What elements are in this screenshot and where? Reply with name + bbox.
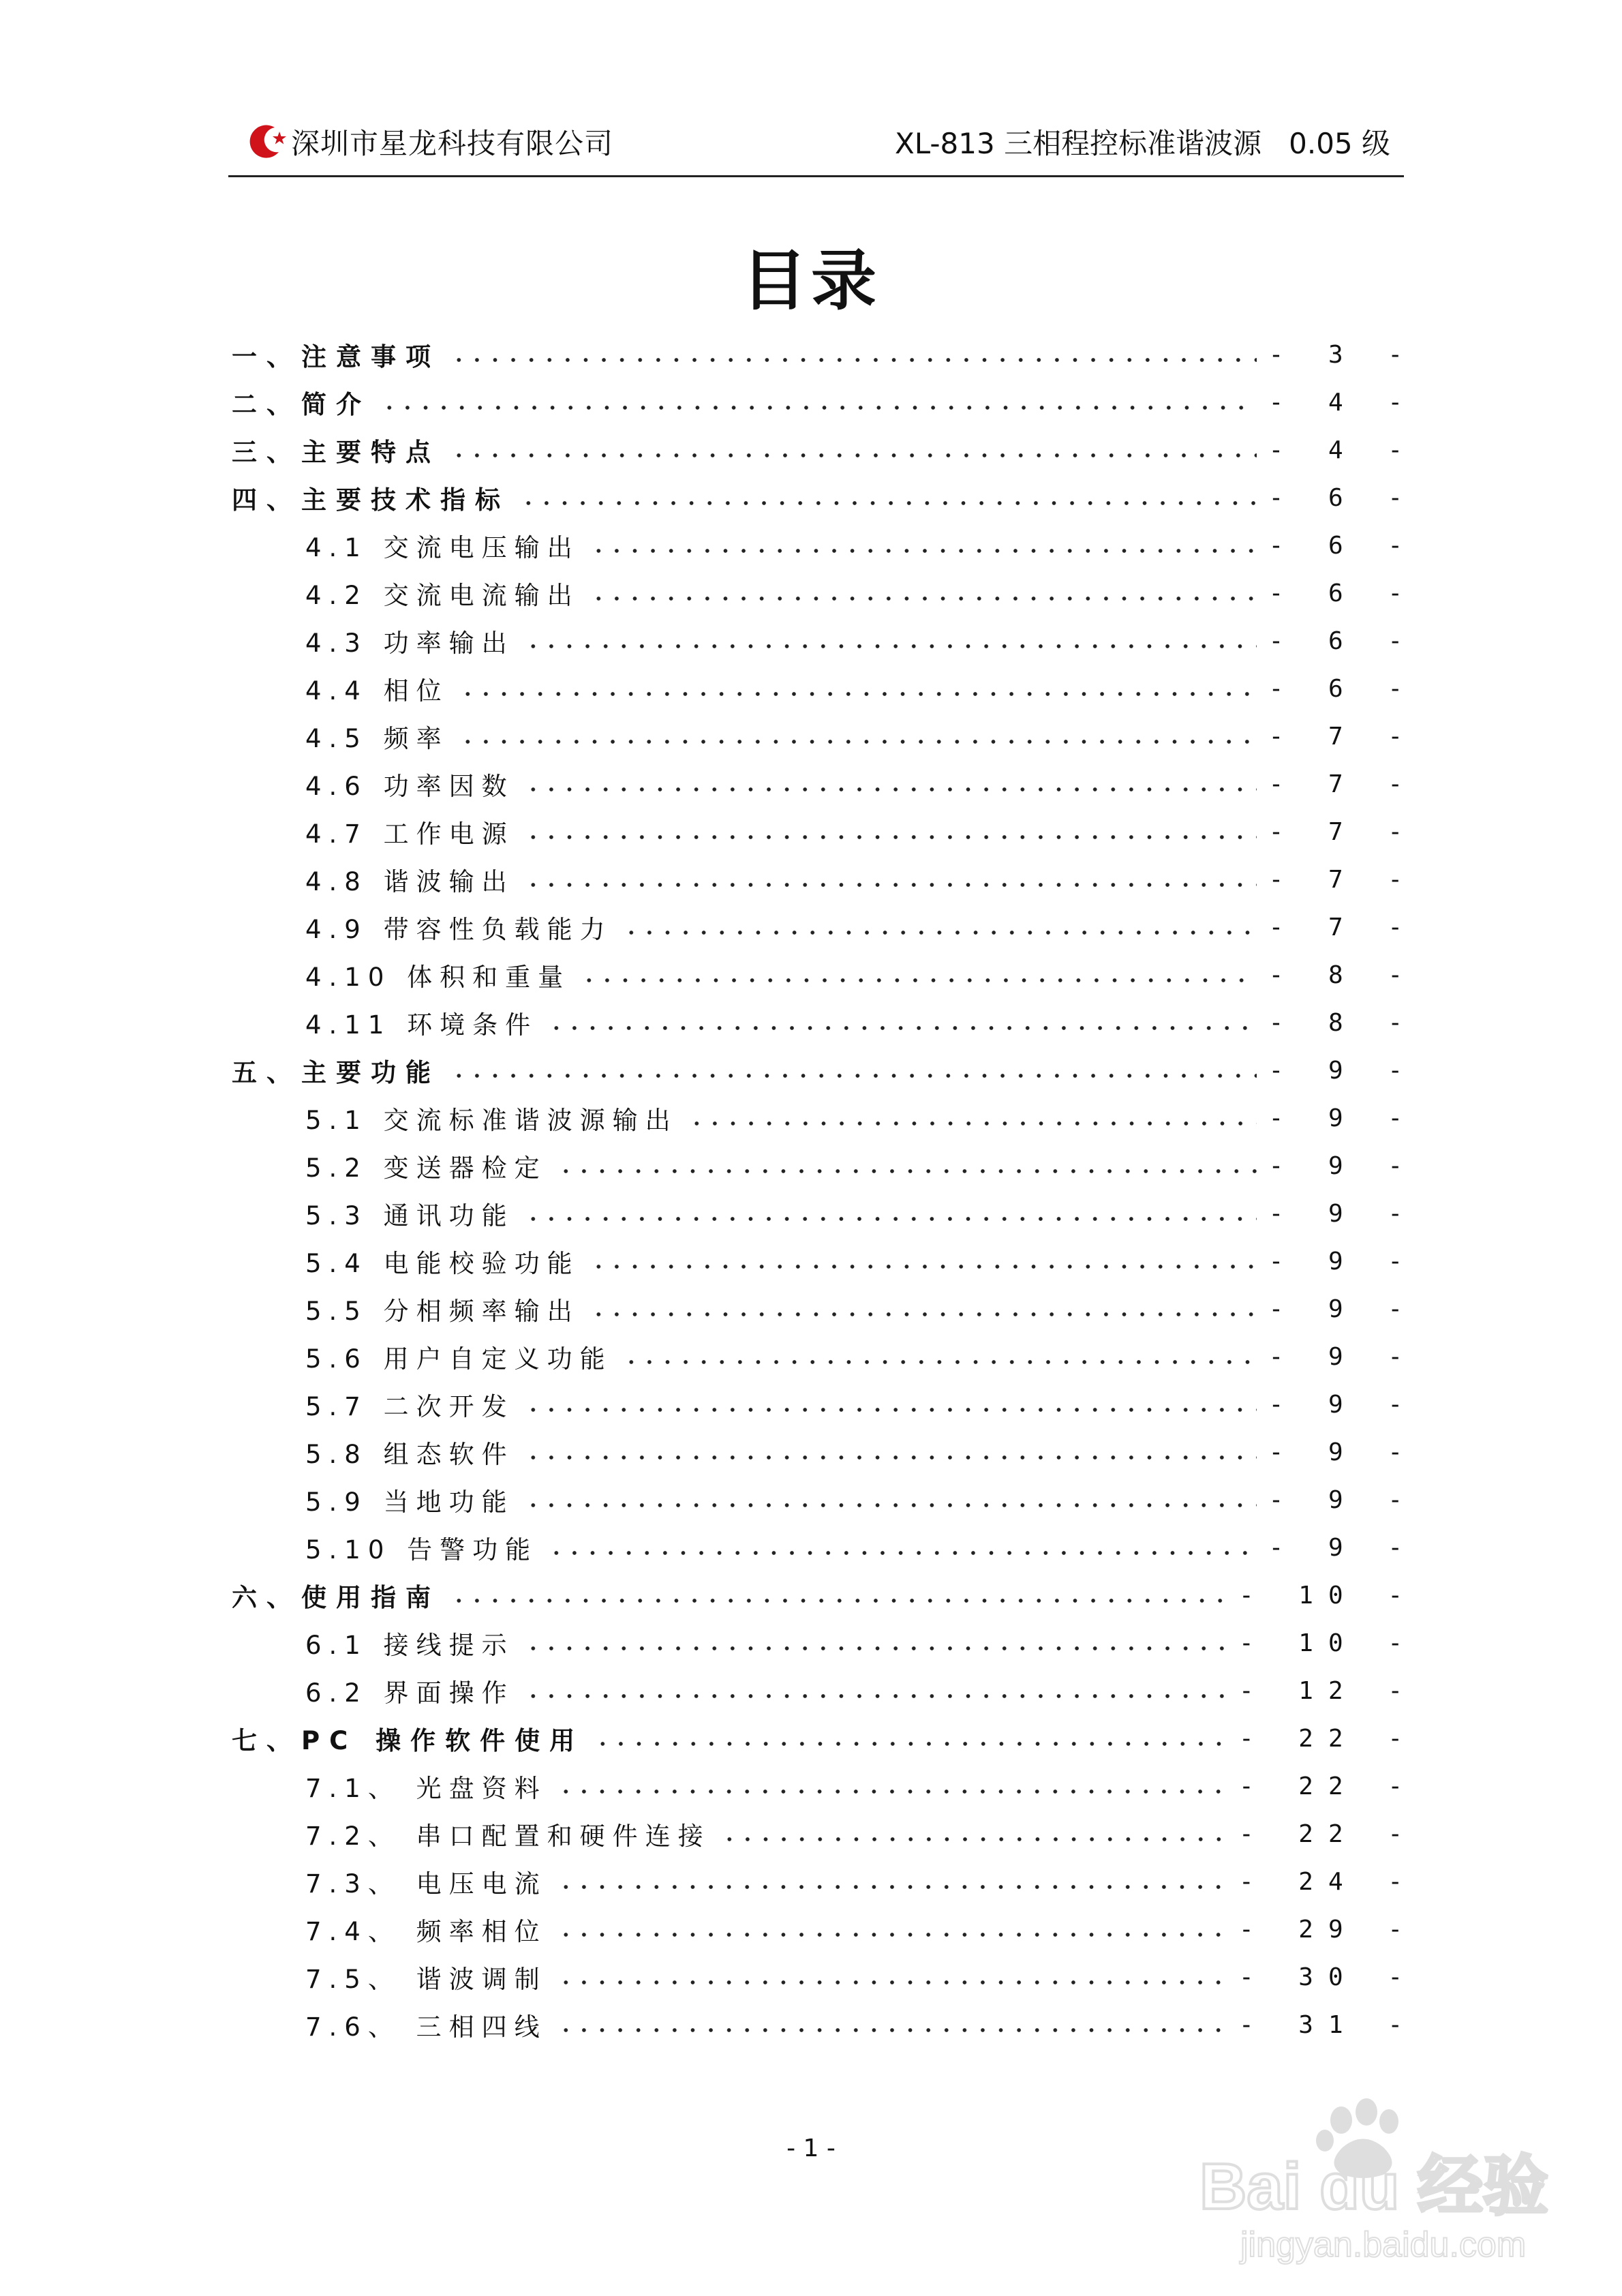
watermark-url: jingyan.baidu.com bbox=[1240, 2225, 1527, 2265]
toc-dot-leader bbox=[622, 1360, 1257, 1364]
toc-entry-label: 五、主要功能 bbox=[232, 1058, 440, 1087]
toc-entry[interactable] bbox=[232, 1524, 1418, 1571]
toc-dot-leader bbox=[590, 549, 1257, 553]
toc-entry-page: - 12 - bbox=[1238, 1676, 1418, 1705]
toc-entry-label: 7.2、 串口配置和硬件连接 bbox=[305, 1822, 711, 1851]
toc-dot-leader bbox=[524, 644, 1257, 648]
toc-dot-leader bbox=[557, 1885, 1227, 1889]
toc-entry[interactable] bbox=[232, 1905, 1418, 1953]
toc-entry-label: 一、注意事项 bbox=[232, 342, 440, 372]
toc-entry[interactable] bbox=[232, 808, 1418, 856]
toc-dot-leader bbox=[594, 1742, 1227, 1746]
toc-entry-label: 二、简介 bbox=[232, 390, 371, 419]
toc-dot-leader bbox=[557, 2028, 1227, 2032]
toc-entry[interactable] bbox=[232, 1094, 1418, 1142]
toc-entry-page: - 24 - bbox=[1238, 1867, 1418, 1896]
toc-dot-leader bbox=[524, 1408, 1257, 1412]
toc-entry[interactable] bbox=[232, 1237, 1418, 1285]
toc-entry[interactable] bbox=[232, 1380, 1418, 1428]
toc-entry-page: - 9 - bbox=[1268, 1533, 1418, 1562]
toc-entry[interactable] bbox=[232, 617, 1418, 665]
toc-entry-page: - 4 - bbox=[1268, 388, 1418, 417]
toc-entry-label: 7.5、 谐波调制 bbox=[305, 1965, 547, 1994]
page-header bbox=[228, 119, 1404, 177]
toc-dot-leader bbox=[524, 883, 1257, 887]
toc-entry-label: 5.7 二次开发 bbox=[305, 1392, 515, 1421]
table-of-contents bbox=[232, 331, 1418, 2049]
toc-entry[interactable] bbox=[232, 1715, 1418, 1762]
toc-entry-page: - 9 - bbox=[1268, 1485, 1418, 1514]
toc-entry-page: - 9 - bbox=[1268, 1199, 1418, 1228]
toc-entry[interactable] bbox=[232, 522, 1418, 569]
toc-dot-leader bbox=[450, 453, 1257, 457]
toc-entry-label: 7.1、 光盘资料 bbox=[305, 1774, 547, 1803]
toc-entry-label: 四、主要技术指标 bbox=[232, 485, 510, 515]
toc-entry-page: - 30 - bbox=[1238, 1963, 1418, 1991]
toc-entry[interactable] bbox=[232, 903, 1418, 951]
toc-entry[interactable] bbox=[232, 856, 1418, 903]
toc-dot-leader bbox=[547, 1026, 1256, 1030]
toc-dot-leader bbox=[450, 1599, 1227, 1603]
toc-heading: 目录 bbox=[741, 243, 881, 319]
toc-entry[interactable] bbox=[232, 1619, 1418, 1667]
toc-entry-label: 7.4、 频率相位 bbox=[305, 1917, 547, 1946]
toc-entry-label: 5.5 分相频率输出 bbox=[305, 1297, 580, 1326]
toc-dot-leader bbox=[524, 1646, 1227, 1650]
toc-entry-page: - 6 - bbox=[1268, 483, 1418, 512]
baidu-watermark bbox=[1159, 2072, 1567, 2277]
page-number: - 1 - bbox=[786, 2134, 836, 2162]
toc-dot-leader bbox=[524, 1694, 1227, 1698]
toc-entry[interactable] bbox=[232, 1953, 1418, 2001]
toc-entry-page: - 7 - bbox=[1268, 817, 1418, 846]
toc-entry-page: - 6 - bbox=[1268, 531, 1418, 560]
toc-entry-label: 六、使用指南 bbox=[232, 1583, 440, 1612]
toc-dot-leader bbox=[450, 358, 1257, 362]
toc-entry-label: 4.9 带容性负载能力 bbox=[305, 915, 613, 944]
toc-dot-leader bbox=[524, 1217, 1257, 1221]
toc-entry-label: 4.4 相位 bbox=[305, 676, 449, 706]
toc-entry-page: - 9 - bbox=[1268, 1151, 1418, 1180]
toc-entry-label: 4.1 交流电压输出 bbox=[305, 533, 580, 562]
toc-dot-leader bbox=[688, 1121, 1257, 1126]
toc-entry[interactable] bbox=[232, 1476, 1418, 1524]
toc-entry-page: - 9 - bbox=[1268, 1247, 1418, 1275]
toc-entry-label: 三、主要特点 bbox=[232, 438, 440, 467]
toc-entry-page: - 6 - bbox=[1268, 579, 1418, 607]
toc-dot-leader bbox=[524, 787, 1257, 791]
toc-entry-label: 4.11 环境条件 bbox=[305, 1010, 538, 1040]
toc-dot-leader bbox=[557, 1980, 1227, 1984]
toc-entry-label: 5.6 用户自定义功能 bbox=[305, 1344, 613, 1374]
toc-entry-page: - 8 - bbox=[1268, 1008, 1418, 1037]
toc-entry-label: 4.10 体积和重量 bbox=[305, 963, 571, 992]
toc-entry[interactable] bbox=[232, 1571, 1418, 1619]
toc-entry-page: - 9 - bbox=[1268, 1104, 1418, 1132]
toc-entry-label: 5.3 通讯功能 bbox=[305, 1201, 515, 1230]
toc-dot-leader bbox=[590, 1265, 1257, 1269]
company-logo-icon bbox=[247, 122, 290, 164]
toc-entry[interactable] bbox=[232, 1667, 1418, 1715]
toc-entry-page: - 9 - bbox=[1268, 1390, 1418, 1419]
toc-dot-leader bbox=[459, 740, 1257, 744]
toc-entry-page: - 22 - bbox=[1238, 1772, 1418, 1800]
toc-dot-leader bbox=[590, 596, 1257, 601]
toc-entry-label: 7.3、 电压电流 bbox=[305, 1869, 547, 1899]
toc-entry[interactable] bbox=[232, 1428, 1418, 1476]
toc-entry[interactable] bbox=[232, 1285, 1418, 1333]
toc-dot-leader bbox=[720, 1837, 1227, 1841]
toc-entry-label: 5.10 告警功能 bbox=[305, 1535, 538, 1565]
toc-entry-page: - 7 - bbox=[1268, 722, 1418, 751]
toc-entry-label: 5.9 当地功能 bbox=[305, 1487, 515, 1517]
toc-entry-label: 6.2 界面操作 bbox=[305, 1678, 515, 1708]
toc-entry-label: 4.3 功率输出 bbox=[305, 629, 515, 658]
toc-entry[interactable] bbox=[232, 665, 1418, 712]
toc-entry-label: 7.6、 三相四线 bbox=[305, 2012, 547, 2042]
toc-dot-leader bbox=[450, 1074, 1257, 1078]
toc-entry[interactable] bbox=[232, 569, 1418, 617]
toc-dot-leader bbox=[622, 931, 1257, 935]
toc-entry-page: - 10 - bbox=[1238, 1629, 1418, 1657]
toc-entry[interactable] bbox=[232, 1333, 1418, 1380]
document-title: XL-813 三相程控标准谐波源 0.05 级 bbox=[894, 127, 1390, 160]
toc-entry[interactable] bbox=[232, 378, 1418, 426]
toc-entry-label: 5.8 组态软件 bbox=[305, 1440, 515, 1469]
toc-entry[interactable] bbox=[232, 2001, 1418, 2049]
toc-entry-label: 5.1 交流标准谐波源输出 bbox=[305, 1106, 678, 1135]
toc-entry-page: - 6 - bbox=[1268, 626, 1418, 655]
toc-dot-leader bbox=[519, 501, 1257, 505]
toc-entry-page: - 31 - bbox=[1238, 2010, 1418, 2039]
toc-entry-page: - 3 - bbox=[1268, 340, 1418, 369]
toc-dot-leader bbox=[557, 1789, 1227, 1794]
company-name: 深圳市星龙科技有限公司 bbox=[291, 127, 614, 160]
toc-entry-page: - 7 - bbox=[1268, 865, 1418, 894]
toc-entry-page: - 10 - bbox=[1238, 1581, 1418, 1610]
toc-dot-leader bbox=[459, 692, 1257, 696]
toc-entry[interactable] bbox=[232, 474, 1418, 522]
toc-dot-leader bbox=[557, 1169, 1257, 1173]
toc-entry-label: 4.6 功率因数 bbox=[305, 772, 515, 801]
toc-entry-page: - 9 - bbox=[1268, 1438, 1418, 1466]
toc-entry[interactable] bbox=[232, 426, 1418, 474]
toc-dot-leader bbox=[590, 1312, 1257, 1316]
toc-entry-label: 4.8 谐波输出 bbox=[305, 867, 515, 896]
toc-entry-page: - 29 - bbox=[1238, 1915, 1418, 1944]
toc-entry[interactable] bbox=[232, 1762, 1418, 1810]
toc-entry-page: - 9 - bbox=[1268, 1056, 1418, 1085]
watermark-brand: Bai du 经验 bbox=[1199, 2150, 1549, 2223]
toc-entry[interactable] bbox=[232, 999, 1418, 1046]
toc-entry-page: - 7 - bbox=[1268, 770, 1418, 798]
toc-entry[interactable] bbox=[232, 1810, 1418, 1858]
toc-dot-leader bbox=[557, 1933, 1227, 1937]
toc-entry-label: 4.5 频率 bbox=[305, 724, 449, 753]
toc-entry[interactable] bbox=[232, 760, 1418, 808]
toc-entry[interactable] bbox=[232, 331, 1418, 378]
toc-entry-label: 七、PC 操作软件使用 bbox=[232, 1726, 585, 1755]
toc-entry-label: 5.4 电能校验功能 bbox=[305, 1249, 580, 1278]
toc-entry[interactable] bbox=[232, 1858, 1418, 1905]
toc-entry[interactable] bbox=[232, 951, 1418, 999]
toc-entry-page: - 22 - bbox=[1238, 1819, 1418, 1848]
toc-dot-leader bbox=[524, 1455, 1257, 1460]
toc-entry-page: - 22 - bbox=[1238, 1724, 1418, 1753]
toc-entry-label: 6.1 接线提示 bbox=[305, 1631, 515, 1660]
toc-entry[interactable] bbox=[232, 712, 1418, 760]
toc-dot-leader bbox=[580, 978, 1256, 982]
toc-entry-page: - 4 - bbox=[1268, 436, 1418, 464]
toc-entry-page: - 9 - bbox=[1268, 1342, 1418, 1371]
toc-entry[interactable] bbox=[232, 1142, 1418, 1190]
toc-dot-leader bbox=[524, 1503, 1257, 1507]
toc-entry[interactable] bbox=[232, 1190, 1418, 1237]
toc-entry-label: 4.7 工作电源 bbox=[305, 819, 515, 849]
toc-entry-page: - 7 - bbox=[1268, 913, 1418, 941]
toc-dot-leader bbox=[547, 1551, 1256, 1555]
toc-entry-page: - 8 - bbox=[1268, 961, 1418, 989]
toc-entry-page: - 6 - bbox=[1268, 674, 1418, 703]
toc-dot-leader bbox=[524, 835, 1257, 839]
toc-dot-leader bbox=[380, 406, 1257, 410]
toc-entry-label: 4.2 交流电流输出 bbox=[305, 581, 580, 610]
toc-entry[interactable] bbox=[232, 1046, 1418, 1094]
toc-entry-label: 5.2 变送器检定 bbox=[305, 1153, 547, 1183]
toc-entry-page: - 9 - bbox=[1268, 1295, 1418, 1323]
